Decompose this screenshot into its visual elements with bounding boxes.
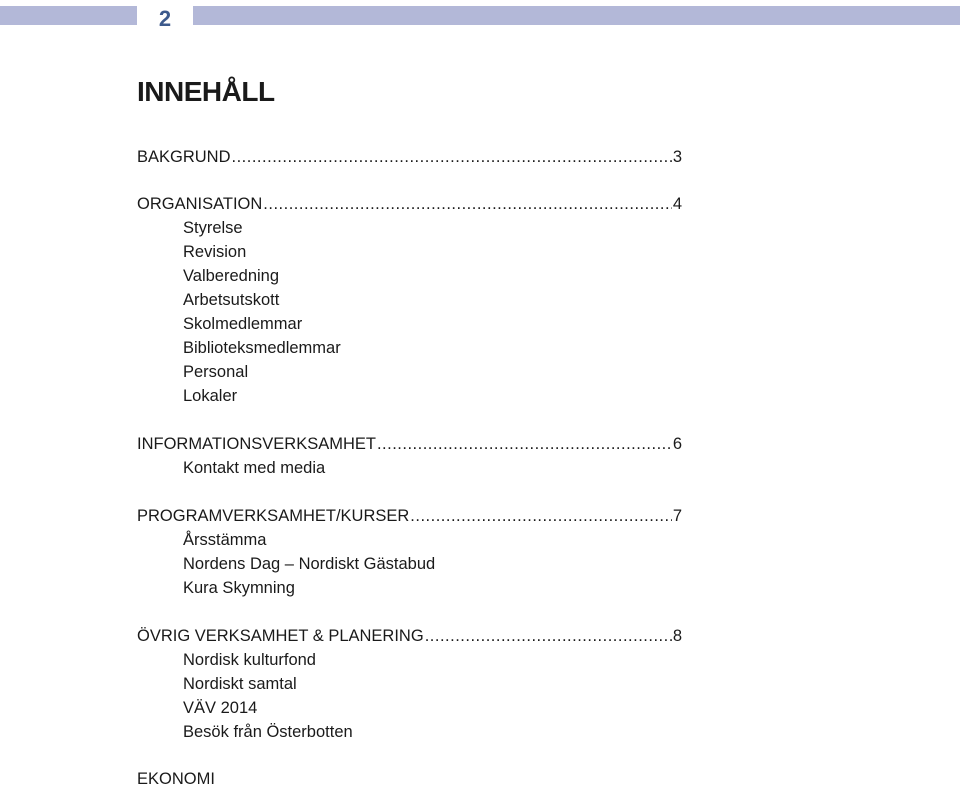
toc-entry-label: PROGRAMVERKSAMHET/KURSER (137, 507, 410, 525)
toc-sublist-programverksamhet (137, 528, 682, 600)
toc-entry-ovrig-verksamhet[interactable] (137, 624, 682, 648)
toc-sublist-informationsverksamhet (137, 456, 682, 480)
toc-dot-leader (410, 504, 672, 528)
toc-entry-page: 4 (672, 195, 682, 213)
toc-subitem[interactable]: VÄV 2014 (183, 699, 258, 717)
toc-sublist-organisation (137, 216, 682, 408)
toc-subitem[interactable]: Nordiskt samtal (183, 675, 297, 693)
page-title: INNEHÅLL (137, 76, 275, 107)
toc-entry-page: 8 (672, 627, 682, 645)
toc-entry-programverksamhet[interactable] (137, 504, 682, 528)
header-bar-right (193, 6, 960, 25)
toc-section-programverksamhet (137, 504, 682, 600)
toc-entry-label: ÖVRIG VERKSAMHET & PLANERING (137, 627, 424, 645)
header-bar-left (0, 6, 137, 25)
toc-subitem[interactable]: Styrelse (183, 219, 243, 237)
toc-section-informationsverksamhet (137, 432, 682, 480)
toc-entry-label: ORGANISATION (137, 195, 263, 213)
toc-section-organisation (137, 192, 682, 408)
toc-entry-page: 6 (672, 435, 682, 453)
toc-subitem[interactable]: Kura Skymning (183, 579, 295, 597)
toc-section-ekonomi (137, 767, 682, 791)
toc-dot-leader (263, 192, 672, 216)
toc-subitem[interactable]: Årsstämma (183, 531, 267, 549)
page-number: 2 (158, 6, 172, 31)
toc-entry-label: EKONOMI (137, 770, 215, 788)
toc-subitem[interactable]: Skolmedlemmar (183, 315, 303, 333)
toc-entry-label: BAKGRUND (137, 148, 231, 166)
toc-dot-leader (425, 624, 672, 648)
toc-subitem[interactable]: Lokaler (183, 387, 238, 405)
toc-subitem[interactable]: Nordens Dag – Nordiskt Gästabud (183, 555, 436, 573)
toc-subitem[interactable]: Besök från Österbotten (183, 723, 353, 741)
toc-entry-page: 7 (672, 507, 682, 525)
toc-section-ovrig-verksamhet (137, 624, 682, 744)
toc-sublist-ovrig-verksamhet (137, 648, 682, 744)
toc-subitem[interactable]: Revision (183, 243, 247, 261)
toc-subitem[interactable]: Nordisk kulturfond (183, 651, 316, 669)
toc-entry-organisation[interactable] (137, 192, 682, 216)
toc-entry-bakgrund[interactable] (137, 145, 682, 169)
toc-dot-leader (377, 432, 672, 456)
toc-entry-informationsverksamhet[interactable] (137, 432, 682, 456)
toc-section-bakgrund (137, 145, 682, 169)
toc-entry-page: 3 (672, 148, 682, 166)
toc-entry-label: INFORMATIONSVERKSAMHET (137, 435, 376, 453)
toc-subitem[interactable]: Biblioteksmedlemmar (183, 339, 341, 357)
toc-subitem[interactable]: Personal (183, 363, 249, 381)
toc-subitem[interactable]: Valberedning (183, 267, 280, 285)
toc-entry-ekonomi[interactable] (137, 767, 682, 791)
toc-dot-leader (232, 145, 672, 169)
toc-subitem[interactable]: Arbetsutskott (183, 291, 280, 309)
toc-subitem[interactable]: Kontakt med media (183, 459, 326, 477)
